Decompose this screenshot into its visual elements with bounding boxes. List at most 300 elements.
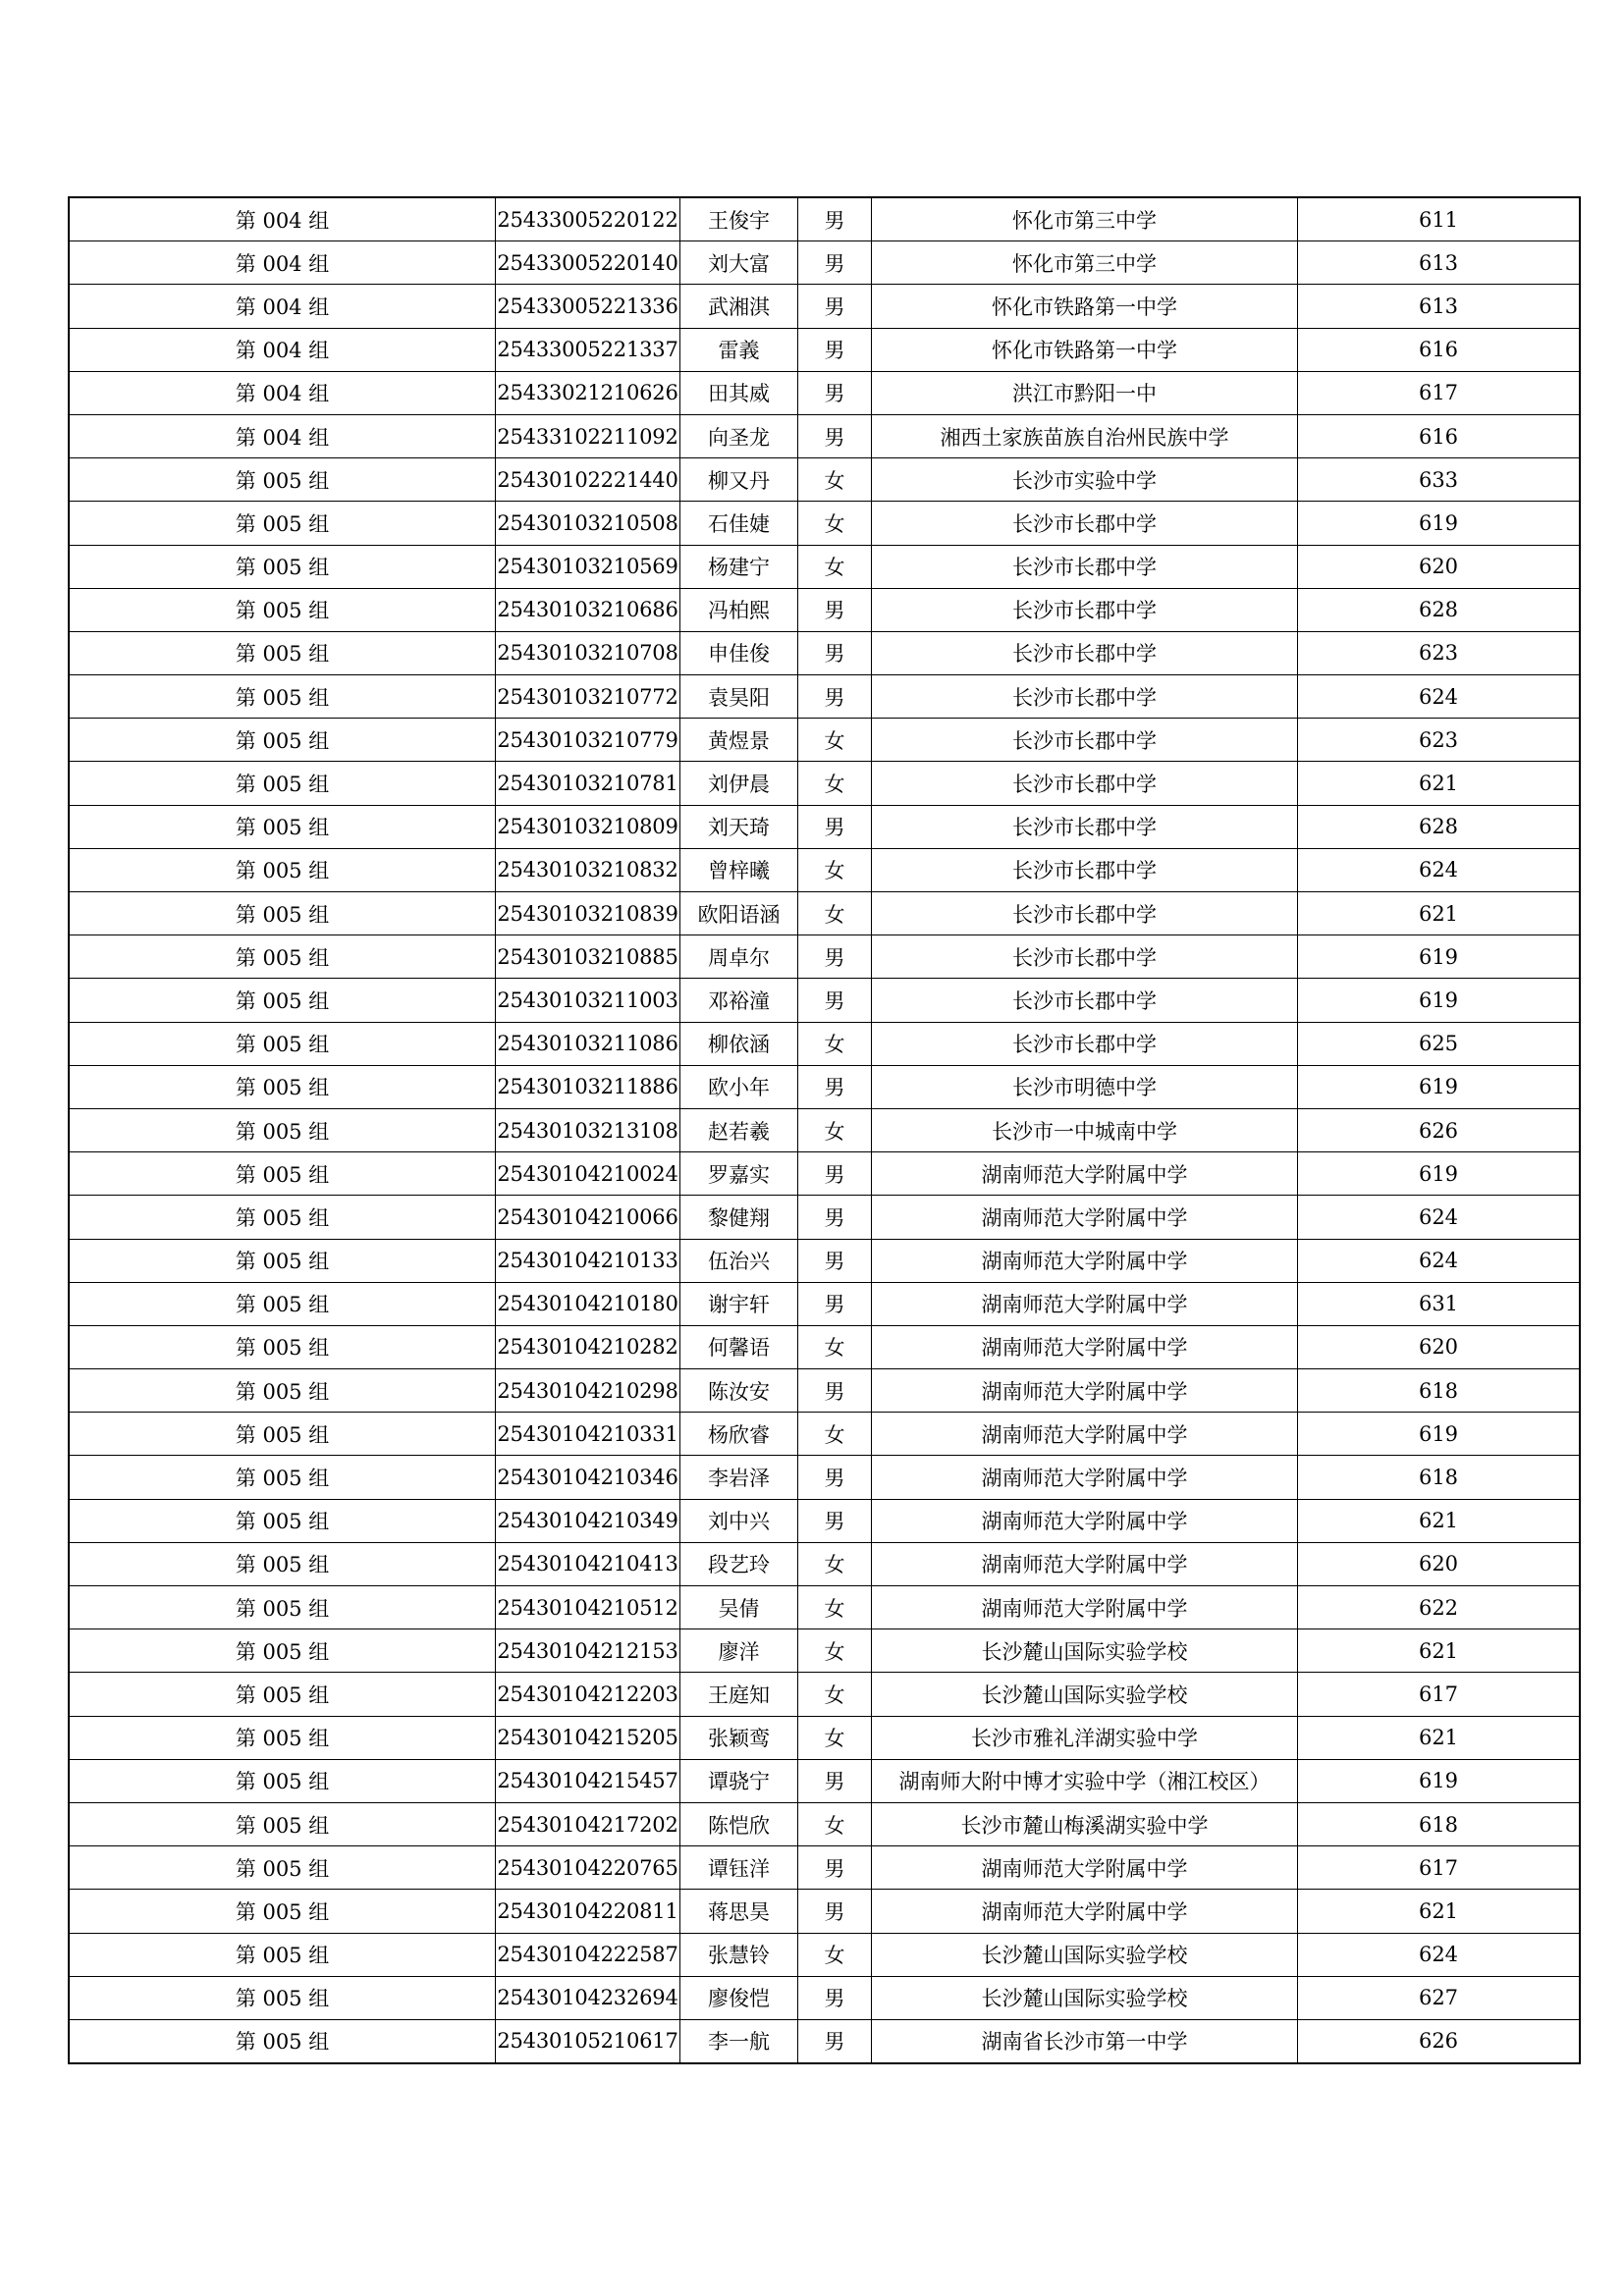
exam-id-cell: 25430104210282 [496, 1325, 680, 1368]
school-cell: 湖南师范大学附属中学 [872, 1542, 1298, 1585]
gender-cell: 男 [798, 241, 872, 285]
group-cell: 第 005 组 [69, 1282, 496, 1325]
school-cell: 长沙麓山国际实验学校 [872, 1933, 1298, 1976]
roster-sheet [68, 196, 1581, 2095]
gender-cell: 男 [798, 328, 872, 371]
group-cell: 第 005 组 [69, 848, 496, 891]
gender-cell: 女 [798, 1542, 872, 1585]
table-row [69, 241, 1580, 285]
exam-id-cell: 25430104210512 [496, 1586, 680, 1629]
score-cell: 626 [1298, 2019, 1581, 2063]
table-row [69, 2019, 1580, 2063]
gender-cell: 男 [798, 675, 872, 719]
school-cell: 长沙市一中城南中学 [872, 1108, 1298, 1151]
group-cell: 第 005 组 [69, 1456, 496, 1499]
table-row [69, 1976, 1580, 2019]
name-cell: 欧阳语涵 [680, 892, 798, 935]
name-cell: 刘天琦 [680, 805, 798, 848]
name-cell: 张颖鸾 [680, 1716, 798, 1759]
group-cell: 第 005 组 [69, 979, 496, 1022]
table-row [69, 1239, 1580, 1282]
score-cell: 617 [1298, 1673, 1581, 1716]
school-cell: 湖南省长沙市第一中学 [872, 2019, 1298, 2063]
score-cell: 625 [1298, 1022, 1581, 1065]
school-cell: 怀化市第三中学 [872, 197, 1298, 241]
school-cell: 长沙市长郡中学 [872, 979, 1298, 1022]
exam-id-cell: 25430104210413 [496, 1542, 680, 1585]
school-cell: 长沙市实验中学 [872, 458, 1298, 502]
gender-cell: 男 [798, 197, 872, 241]
name-cell: 谭骁宁 [680, 1759, 798, 1802]
score-cell: 613 [1298, 285, 1581, 328]
name-cell: 何馨语 [680, 1325, 798, 1368]
school-cell: 长沙市长郡中学 [872, 631, 1298, 674]
school-cell: 怀化市铁路第一中学 [872, 285, 1298, 328]
score-cell: 628 [1298, 588, 1581, 631]
score-cell: 628 [1298, 805, 1581, 848]
exam-id-cell: 25430104210331 [496, 1413, 680, 1456]
school-cell: 长沙麓山国际实验学校 [872, 1629, 1298, 1673]
group-cell: 第 005 组 [69, 1846, 496, 1890]
score-cell: 621 [1298, 1499, 1581, 1542]
name-cell: 王庭知 [680, 1673, 798, 1716]
school-cell: 怀化市第三中学 [872, 241, 1298, 285]
table-row [69, 805, 1580, 848]
exam-id-cell: 25430104220765 [496, 1846, 680, 1890]
exam-id-cell: 25430103211886 [496, 1065, 680, 1108]
table-row [69, 545, 1580, 588]
score-cell: 619 [1298, 979, 1581, 1022]
table-row [69, 892, 1580, 935]
exam-id-cell: 25430103210708 [496, 631, 680, 674]
group-cell: 第 005 组 [69, 892, 496, 935]
group-cell: 第 005 组 [69, 1065, 496, 1108]
group-cell: 第 005 组 [69, 1673, 496, 1716]
group-cell: 第 005 组 [69, 1108, 496, 1151]
exam-id-cell: 25430103211086 [496, 1022, 680, 1065]
group-cell: 第 005 组 [69, 545, 496, 588]
score-cell: 622 [1298, 1586, 1581, 1629]
table-row [69, 719, 1580, 762]
exam-id-cell: 25430104210298 [496, 1369, 680, 1413]
school-cell: 长沙市长郡中学 [872, 848, 1298, 891]
school-cell: 长沙市长郡中学 [872, 762, 1298, 805]
score-cell: 624 [1298, 1196, 1581, 1239]
score-cell: 619 [1298, 502, 1581, 545]
table-row [69, 1629, 1580, 1673]
name-cell: 蒋思昊 [680, 1890, 798, 1933]
school-cell: 湖南师范大学附属中学 [872, 1196, 1298, 1239]
table-row [69, 1890, 1580, 1933]
gender-cell: 女 [798, 762, 872, 805]
table-row [69, 371, 1580, 414]
gender-cell: 女 [798, 458, 872, 502]
exam-id-cell: 25430104212153 [496, 1629, 680, 1673]
group-cell: 第 005 组 [69, 502, 496, 545]
group-cell: 第 005 组 [69, 1802, 496, 1845]
gender-cell: 男 [798, 285, 872, 328]
table-row [69, 328, 1580, 371]
name-cell: 谢宇轩 [680, 1282, 798, 1325]
name-cell: 冯柏熙 [680, 588, 798, 631]
name-cell: 李一航 [680, 2019, 798, 2063]
gender-cell: 女 [798, 848, 872, 891]
gender-cell: 男 [798, 1239, 872, 1282]
table-row [69, 1542, 1580, 1585]
name-cell: 刘伊晨 [680, 762, 798, 805]
gender-cell: 女 [798, 1413, 872, 1456]
name-cell: 王俊宇 [680, 197, 798, 241]
school-cell: 湖南师范大学附属中学 [872, 1499, 1298, 1542]
score-cell: 619 [1298, 935, 1581, 979]
table-row [69, 1325, 1580, 1368]
table-row [69, 197, 1580, 241]
score-cell: 621 [1298, 1629, 1581, 1673]
table-row [69, 1499, 1580, 1542]
score-cell: 618 [1298, 1802, 1581, 1845]
score-cell: 619 [1298, 1065, 1581, 1108]
score-cell: 624 [1298, 1933, 1581, 1976]
gender-cell: 男 [798, 1282, 872, 1325]
score-cell: 620 [1298, 1325, 1581, 1368]
name-cell: 刘大富 [680, 241, 798, 285]
score-cell: 623 [1298, 631, 1581, 674]
name-cell: 罗嘉实 [680, 1152, 798, 1196]
score-cell: 626 [1298, 1108, 1581, 1151]
name-cell: 向圣龙 [680, 414, 798, 457]
gender-cell: 男 [798, 805, 872, 848]
score-cell: 617 [1298, 1846, 1581, 1890]
gender-cell: 男 [798, 1846, 872, 1890]
name-cell: 袁昊阳 [680, 675, 798, 719]
name-cell: 申佳俊 [680, 631, 798, 674]
gender-cell: 女 [798, 719, 872, 762]
exam-id-cell: 25433005221336 [496, 285, 680, 328]
score-cell: 618 [1298, 1369, 1581, 1413]
exam-id-cell: 25430104210180 [496, 1282, 680, 1325]
school-cell: 长沙市长郡中学 [872, 675, 1298, 719]
table-row [69, 502, 1580, 545]
school-cell: 长沙麓山国际实验学校 [872, 1976, 1298, 2019]
school-cell: 洪江市黔阳一中 [872, 371, 1298, 414]
gender-cell: 男 [798, 1976, 872, 2019]
exam-id-cell: 25430104210066 [496, 1196, 680, 1239]
gender-cell: 男 [798, 588, 872, 631]
group-cell: 第 005 组 [69, 1239, 496, 1282]
group-cell: 第 004 组 [69, 371, 496, 414]
exam-id-cell: 25430103210885 [496, 935, 680, 979]
table-row [69, 458, 1580, 502]
score-cell: 621 [1298, 762, 1581, 805]
score-cell: 627 [1298, 1976, 1581, 2019]
school-cell: 湖南师范大学附属中学 [872, 1456, 1298, 1499]
group-cell: 第 005 组 [69, 1369, 496, 1413]
score-cell: 618 [1298, 1456, 1581, 1499]
gender-cell: 男 [798, 2019, 872, 2063]
school-cell: 湖南师范大学附属中学 [872, 1325, 1298, 1368]
table-row [69, 1673, 1580, 1716]
group-cell: 第 005 组 [69, 1586, 496, 1629]
table-row [69, 1196, 1580, 1239]
school-cell: 湖南师范大学附属中学 [872, 1846, 1298, 1890]
group-cell: 第 005 组 [69, 2019, 496, 2063]
score-cell: 633 [1298, 458, 1581, 502]
score-cell: 613 [1298, 241, 1581, 285]
gender-cell: 女 [798, 1586, 872, 1629]
gender-cell: 女 [798, 1716, 872, 1759]
gender-cell: 男 [798, 371, 872, 414]
exam-id-cell: 25430104215205 [496, 1716, 680, 1759]
gender-cell: 女 [798, 1022, 872, 1065]
score-cell: 620 [1298, 1542, 1581, 1585]
name-cell: 周卓尔 [680, 935, 798, 979]
name-cell: 黄煜景 [680, 719, 798, 762]
score-cell: 616 [1298, 328, 1581, 371]
gender-cell: 男 [798, 1369, 872, 1413]
score-cell: 611 [1298, 197, 1581, 241]
table-row [69, 979, 1580, 1022]
school-cell: 怀化市铁路第一中学 [872, 328, 1298, 371]
score-cell: 616 [1298, 414, 1581, 457]
exam-id-cell: 25430102221440 [496, 458, 680, 502]
exam-id-cell: 25430104232694 [496, 1976, 680, 2019]
gender-cell: 男 [798, 1196, 872, 1239]
name-cell: 刘中兴 [680, 1499, 798, 1542]
table-row [69, 675, 1580, 719]
gender-cell: 男 [798, 1890, 872, 1933]
table-row [69, 1022, 1580, 1065]
school-cell: 湖南师范大学附属中学 [872, 1586, 1298, 1629]
exam-id-cell: 25430104220811 [496, 1890, 680, 1933]
gender-cell: 男 [798, 1065, 872, 1108]
exam-id-cell: 25430103213108 [496, 1108, 680, 1151]
school-cell: 湖南师大附中博才实验中学（湘江校区） [872, 1759, 1298, 1802]
table-row [69, 1759, 1580, 1802]
school-cell: 长沙市长郡中学 [872, 502, 1298, 545]
group-cell: 第 005 组 [69, 1152, 496, 1196]
group-cell: 第 005 组 [69, 1890, 496, 1933]
group-cell: 第 005 组 [69, 675, 496, 719]
name-cell: 曾梓曦 [680, 848, 798, 891]
table-row [69, 1586, 1580, 1629]
group-cell: 第 004 组 [69, 285, 496, 328]
exam-id-cell: 25430103210686 [496, 588, 680, 631]
table-row [69, 1065, 1580, 1108]
score-cell: 631 [1298, 1282, 1581, 1325]
table-row [69, 1802, 1580, 1845]
group-cell: 第 005 组 [69, 719, 496, 762]
exam-id-cell: 25430104215457 [496, 1759, 680, 1802]
gender-cell: 女 [798, 1108, 872, 1151]
score-cell: 621 [1298, 1890, 1581, 1933]
table-row [69, 1933, 1580, 1976]
group-cell: 第 005 组 [69, 1542, 496, 1585]
group-cell: 第 004 组 [69, 414, 496, 457]
score-cell: 619 [1298, 1152, 1581, 1196]
table-row [69, 631, 1580, 674]
exam-id-cell: 25430104210346 [496, 1456, 680, 1499]
group-cell: 第 005 组 [69, 1759, 496, 1802]
gender-cell: 男 [798, 1759, 872, 1802]
gender-cell: 男 [798, 1456, 872, 1499]
group-cell: 第 005 组 [69, 762, 496, 805]
name-cell: 张慧铃 [680, 1933, 798, 1976]
name-cell: 赵若羲 [680, 1108, 798, 1151]
group-cell: 第 005 组 [69, 1499, 496, 1542]
table-row [69, 1456, 1580, 1499]
gender-cell: 男 [798, 935, 872, 979]
name-cell: 吴倩 [680, 1586, 798, 1629]
score-cell: 620 [1298, 545, 1581, 588]
school-cell: 湖南师范大学附属中学 [872, 1890, 1298, 1933]
table-row [69, 285, 1580, 328]
name-cell: 黎健翔 [680, 1196, 798, 1239]
exam-id-cell: 25433005220140 [496, 241, 680, 285]
school-cell: 长沙麓山国际实验学校 [872, 1673, 1298, 1716]
name-cell: 杨欣睿 [680, 1413, 798, 1456]
school-cell: 长沙市雅礼洋湖实验中学 [872, 1716, 1298, 1759]
school-cell: 湖南师范大学附属中学 [872, 1369, 1298, 1413]
name-cell: 柳又丹 [680, 458, 798, 502]
table-row [69, 848, 1580, 891]
table-row [69, 1152, 1580, 1196]
name-cell: 李岩泽 [680, 1456, 798, 1499]
gender-cell: 女 [798, 1802, 872, 1845]
group-cell: 第 005 组 [69, 1629, 496, 1673]
exam-id-cell: 25430104212203 [496, 1673, 680, 1716]
score-cell: 624 [1298, 675, 1581, 719]
gender-cell: 女 [798, 502, 872, 545]
name-cell: 杨建宁 [680, 545, 798, 588]
school-cell: 长沙市长郡中学 [872, 588, 1298, 631]
table-row [69, 1716, 1580, 1759]
name-cell: 邓裕潼 [680, 979, 798, 1022]
exam-id-cell: 25433005220122 [496, 197, 680, 241]
score-cell: 624 [1298, 1239, 1581, 1282]
exam-id-cell: 25430103210832 [496, 848, 680, 891]
group-cell: 第 005 组 [69, 935, 496, 979]
group-cell: 第 004 组 [69, 197, 496, 241]
score-cell: 621 [1298, 1716, 1581, 1759]
exam-id-cell: 25433005221337 [496, 328, 680, 371]
score-cell: 621 [1298, 892, 1581, 935]
exam-id-cell: 25430104210133 [496, 1239, 680, 1282]
name-cell: 陈汝安 [680, 1369, 798, 1413]
exam-id-cell: 25430104210349 [496, 1499, 680, 1542]
group-cell: 第 005 组 [69, 1196, 496, 1239]
name-cell: 雷義 [680, 328, 798, 371]
group-cell: 第 005 组 [69, 1022, 496, 1065]
group-cell: 第 005 组 [69, 1413, 496, 1456]
gender-cell: 女 [798, 1673, 872, 1716]
table-row [69, 1413, 1580, 1456]
table-row [69, 414, 1580, 457]
table-row [69, 588, 1580, 631]
gender-cell: 女 [798, 1325, 872, 1368]
gender-cell: 女 [798, 1629, 872, 1673]
group-cell: 第 005 组 [69, 588, 496, 631]
score-cell: 623 [1298, 719, 1581, 762]
gender-cell: 男 [798, 631, 872, 674]
gender-cell: 女 [798, 545, 872, 588]
exam-id-cell: 25430103211003 [496, 979, 680, 1022]
school-cell: 湘西土家族苗族自治州民族中学 [872, 414, 1298, 457]
exam-id-cell: 25430103210569 [496, 545, 680, 588]
exam-id-cell: 25430104210024 [496, 1152, 680, 1196]
group-cell: 第 005 组 [69, 1716, 496, 1759]
table-row [69, 762, 1580, 805]
school-cell: 湖南师范大学附属中学 [872, 1239, 1298, 1282]
score-cell: 619 [1298, 1759, 1581, 1802]
name-cell: 廖洋 [680, 1629, 798, 1673]
exam-id-cell: 25430103210781 [496, 762, 680, 805]
group-cell: 第 005 组 [69, 1325, 496, 1368]
gender-cell: 女 [798, 892, 872, 935]
exam-id-cell: 25430103210779 [496, 719, 680, 762]
gender-cell: 男 [798, 1152, 872, 1196]
table-row [69, 1369, 1580, 1413]
name-cell: 田其威 [680, 371, 798, 414]
score-cell: 624 [1298, 848, 1581, 891]
school-cell: 长沙市长郡中学 [872, 545, 1298, 588]
school-cell: 长沙市长郡中学 [872, 935, 1298, 979]
name-cell: 陈恺欣 [680, 1802, 798, 1845]
gender-cell: 男 [798, 979, 872, 1022]
group-cell: 第 005 组 [69, 1933, 496, 1976]
school-cell: 长沙市麓山梅溪湖实验中学 [872, 1802, 1298, 1845]
exam-id-cell: 25433102211092 [496, 414, 680, 457]
group-cell: 第 005 组 [69, 805, 496, 848]
school-cell: 湖南师范大学附属中学 [872, 1282, 1298, 1325]
name-cell: 谭钰洋 [680, 1846, 798, 1890]
school-cell: 长沙市长郡中学 [872, 1022, 1298, 1065]
school-cell: 长沙市长郡中学 [872, 892, 1298, 935]
roster-body [69, 197, 1580, 2063]
name-cell: 伍治兴 [680, 1239, 798, 1282]
exam-id-cell: 25430103210809 [496, 805, 680, 848]
group-cell: 第 004 组 [69, 241, 496, 285]
group-cell: 第 004 组 [69, 328, 496, 371]
table-row [69, 1108, 1580, 1151]
group-cell: 第 005 组 [69, 458, 496, 502]
school-cell: 长沙市长郡中学 [872, 719, 1298, 762]
table-row [69, 1846, 1580, 1890]
name-cell: 廖俊恺 [680, 1976, 798, 2019]
school-cell: 湖南师范大学附属中学 [872, 1413, 1298, 1456]
gender-cell: 男 [798, 1499, 872, 1542]
school-cell: 湖南师范大学附属中学 [872, 1152, 1298, 1196]
exam-id-cell: 25433021210626 [496, 371, 680, 414]
score-cell: 619 [1298, 1413, 1581, 1456]
name-cell: 石佳婕 [680, 502, 798, 545]
table-row [69, 935, 1580, 979]
exam-id-cell: 25430103210839 [496, 892, 680, 935]
group-cell: 第 005 组 [69, 1976, 496, 2019]
name-cell: 武湘淇 [680, 285, 798, 328]
exam-id-cell: 25430103210772 [496, 675, 680, 719]
roster-table [68, 196, 1581, 2064]
exam-id-cell: 25430103210508 [496, 502, 680, 545]
name-cell: 欧小年 [680, 1065, 798, 1108]
school-cell: 长沙市长郡中学 [872, 805, 1298, 848]
school-cell: 长沙市明德中学 [872, 1065, 1298, 1108]
name-cell: 段艺玲 [680, 1542, 798, 1585]
exam-id-cell: 25430104217202 [496, 1802, 680, 1845]
score-cell: 617 [1298, 371, 1581, 414]
exam-id-cell: 25430105210617 [496, 2019, 680, 2063]
gender-cell: 男 [798, 414, 872, 457]
table-row [69, 1282, 1580, 1325]
